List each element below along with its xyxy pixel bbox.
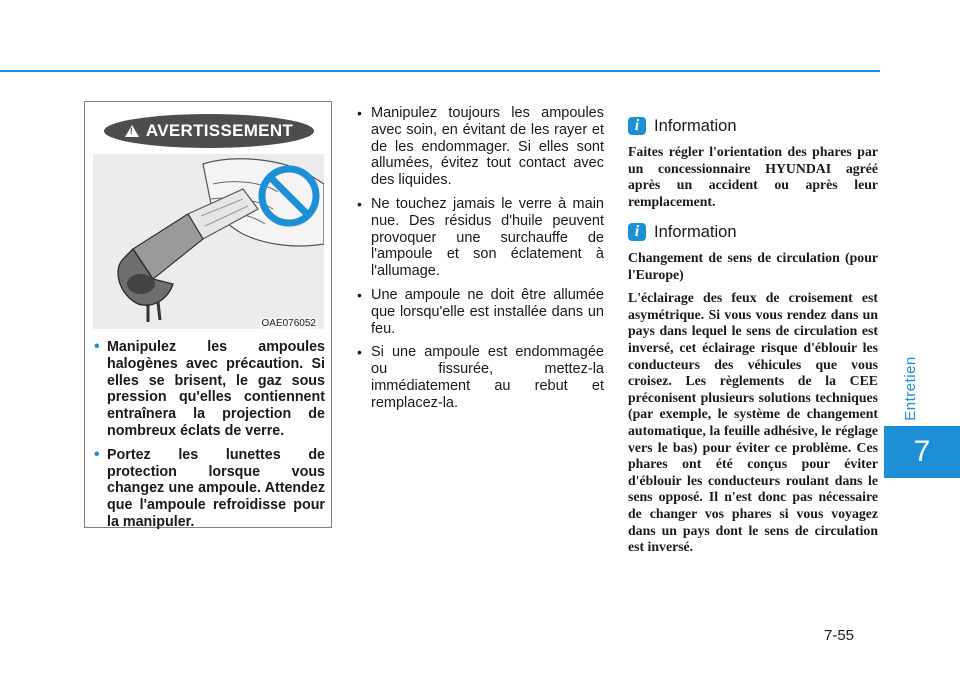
list-item: • Ne touchez jamais le verre à main nue. Des résidus d'huile peuvent provoquer une surchauffe de l'ampoule et son éclatement à l'allumage. bbox=[355, 196, 604, 280]
warning-item: • Manipulez les ampoules halogènes avec précaution. Si elles se brisent, le gaz sous pression qu'elles contiennent entraînera la projection de nombreux éclats de verre. bbox=[91, 339, 325, 440]
warning-item: • Portez les lunettes de protection lorsque vous changez une ampoule. Attendez que l'ampoule refroidisse pour la manipuler. bbox=[91, 447, 325, 531]
bulb-handling-illustration bbox=[93, 154, 324, 329]
chapter-tab: 7 bbox=[884, 426, 960, 478]
info-title-text: Information bbox=[654, 116, 737, 135]
info-text: L'éclairage des feux de croisement est asymétrique. Si vous vous rendez dans un pays dans lequel le sens de circulation est inversé, cet éclairage risque d'éblouir les conducteurs des véhicules que vous croisez. Les règlements de la CEE préconisent plusieurs solutions techniques (par exemple, le système de changement automatique, la feuille adhésive, le réglage vers le bas) pour éviter ce problème. Ces phares ont été conçus pour éviter d'éblouir les conducteurs roulant dans le sens opposé. Il n'est donc pas nécessaire de changer vos phares si vous voyagez dans un pays dont le sens de circulation est inversé. bbox=[628, 290, 878, 555]
info-icon: i bbox=[628, 223, 646, 241]
info-icon: i bbox=[628, 117, 646, 135]
warning-list bbox=[91, 339, 325, 538]
info-block-headlight-aim bbox=[628, 115, 878, 210]
list-item: • Une ampoule ne doit être allumée que lorsqu'elle est installée dans un feu. bbox=[355, 287, 604, 337]
list-item: • Si une ampoule est endommagée ou fissurée, mettez-la immédiatement au rebut et remplacez-la. bbox=[355, 344, 604, 411]
illustration-code: OAE076052 bbox=[261, 318, 316, 329]
warning-box bbox=[84, 101, 332, 528]
section-side-label bbox=[893, 355, 927, 421]
info-subtitle: Changement de sens de circulation (pour l'Europe) bbox=[628, 250, 878, 282]
bulb-care-list bbox=[355, 105, 604, 419]
list-item: • Manipulez toujours les ampoules avec soin, en évitant de les rayer et de les endommager. Si elles sont allumées, évitez tout contact avec des liquides. bbox=[355, 105, 604, 189]
info-text: Faites régler l'orientation des phares par un concessionnaire HYUNDAI agréé après un accident ou après leur remplacement. bbox=[628, 144, 878, 209]
info-title-text: Information bbox=[654, 222, 737, 241]
warning-triangle-icon bbox=[125, 125, 139, 137]
hand-holding-bulb-icon bbox=[93, 154, 324, 329]
section-label-text: Entretien bbox=[901, 355, 919, 421]
warning-header-text: AVERTISSEMENT bbox=[145, 121, 294, 140]
warning-header bbox=[104, 114, 314, 148]
info-title bbox=[628, 115, 878, 137]
top-rule bbox=[0, 70, 880, 72]
info-title bbox=[628, 221, 878, 243]
info-block-traffic-side bbox=[628, 221, 878, 556]
page-number: 7-55 bbox=[824, 627, 855, 644]
